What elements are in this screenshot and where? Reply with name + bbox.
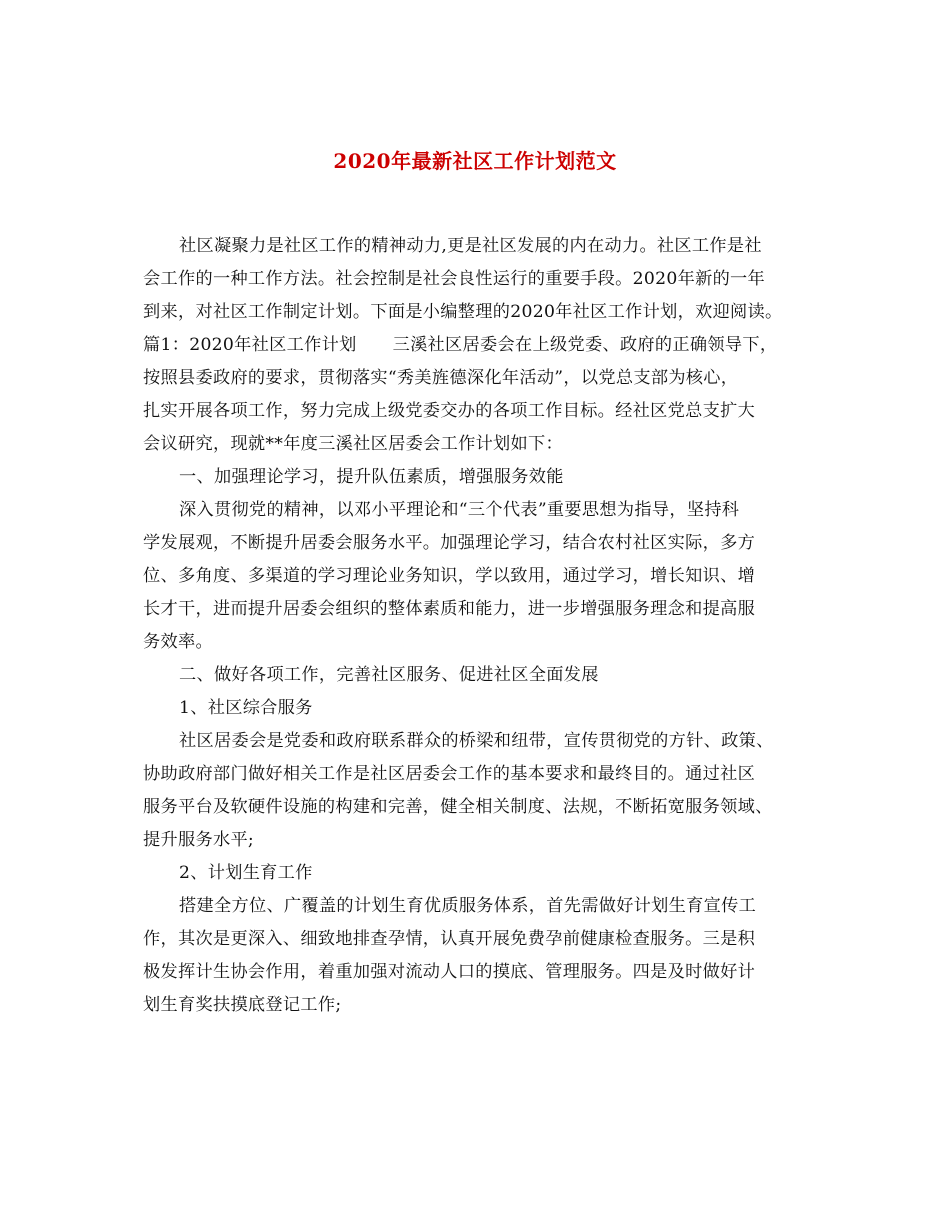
paragraph-line: 会工作的一种工作方法。社会控制是社会良性运行的重要手段。2020年新的一年 — [143, 269, 766, 289]
paragraph-line: 服务平台及软硬件设施的构建和完善，健全相关制度、法规，不断拓宽服务领域、 — [143, 797, 773, 817]
paragraph-line: 搭建全方位、广覆盖的计划生育优质服务体系，首先需做好计划生育宣传工 — [179, 896, 757, 916]
paragraph-line: 扎实开展各项工作，努力完成上级党委交办的各项工作目标。经社区党总支扩大 — [143, 401, 756, 421]
subsection-heading: 2、计划生育工作 — [179, 863, 313, 883]
document-title: 2020年最新社区工作计划范文 — [333, 149, 617, 173]
paragraph-line: 到来，对社区工作制定计划。下面是小编整理的2020年社区工作计划，欢迎阅读。 — [143, 302, 783, 322]
paragraph-line: 按照县委政府的要求，贯彻落实“秀美旌德深化年活动”，以党总支部为核心， — [143, 368, 739, 388]
section-heading: 二、做好各项工作，完善社区服务、促进社区全面发展 — [179, 665, 599, 685]
paragraph-line: 位、多角度、多渠道的学习理论业务知识，学以致用，通过学习，增长知识、增 — [143, 566, 756, 586]
paragraph-line: 划生育奖扶摸底登记工作; — [143, 995, 342, 1015]
paragraph-line: 提升服务水平; — [143, 830, 255, 850]
paragraph-line: 社区凝聚力是社区工作的精神动力,更是社区发展的内在动力。社区工作是社 — [179, 236, 762, 256]
paragraph-text: 三溪社区居委会在上级党委、政府的正确领导下， — [392, 335, 778, 355]
paragraph-line: 极发挥计生协会作用，着重加强对流动人口的摸底、管理服务。四是及时做好计 — [143, 962, 756, 982]
paragraph-line: 长才干，进而提升居委会组织的整体素质和能力，进一步增强服务理念和提高服 — [143, 599, 756, 619]
section-heading: 一、加强理论学习，提升队伍素质，增强服务效能 — [179, 467, 564, 487]
paragraph-line — [143, 333, 777, 357]
paragraph-line: 社区居委会是党委和政府联系群众的桥梁和纽带，宣传贯彻党的方针、政策、 — [179, 731, 774, 751]
subsection-heading: 1、社区综合服务 — [179, 698, 313, 718]
paragraph-line: 学发展观，不断提升居委会服务水平。加强理论学习，结合农村社区实际，多方 — [143, 533, 756, 553]
paragraph-line: 作，其次是更深入、细致地排查孕情，认真开展免费孕前健康检查服务。三是积 — [143, 929, 756, 949]
paragraph-line: 深入贯彻党的精神，以邓小平理论和“三个代表”重要思想为指导，坚持科 — [179, 500, 740, 520]
article-heading: 篇1：2020年社区工作计划 — [143, 335, 357, 355]
paragraph-line: 会议研究，现就**年度三溪社区居委会工作计划如下： — [143, 434, 564, 454]
paragraph-line: 务效率。 — [143, 632, 213, 652]
paragraph-line: 协助政府部门做好相关工作是社区居委会工作的基本要求和最终目的。通过社区 — [143, 764, 756, 784]
